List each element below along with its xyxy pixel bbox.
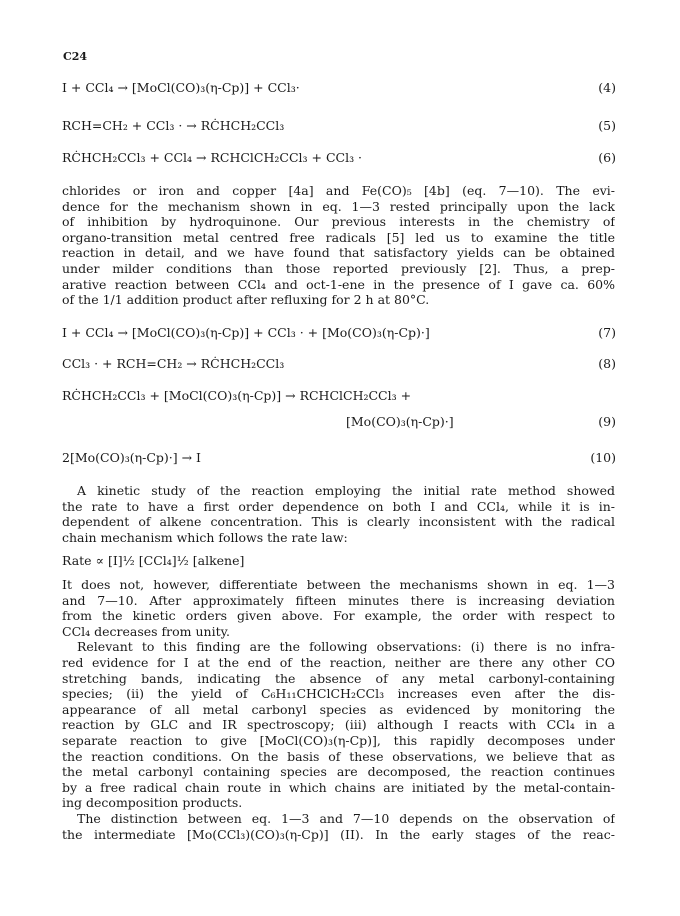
equation-9 [62, 388, 616, 404]
text-line: of the 1/1 addition product after refluxing for 2 h at 80°C. [62, 292, 430, 308]
text-line: reaction by GLC and IR spectroscopy; (iii) although I reacts with CCl₄ in a [62, 717, 615, 733]
text-line: CCl₄ decreases from unity. [62, 623, 230, 639]
text-line: the rate to have a first order dependence on both I and CCl₄, while it is in- [62, 498, 615, 514]
text-line: and 7—10. After approximately fifteen minutes there is increasing deviation [62, 592, 615, 608]
equation-5 [62, 118, 616, 134]
equation-number: (10) [590, 450, 616, 465]
text-line: appearance of all metal carbonyl species as evidenced by monitoring the [62, 701, 615, 717]
equation-8 [62, 356, 616, 372]
equation-9-continuation [346, 414, 616, 430]
text-line: the metal carbonyl containing species are decomposed, the reaction continues [62, 764, 615, 780]
text-line: from the kinetic orders given above. For example, the order with respect to [62, 608, 615, 624]
text-line: stretching bands, indicating the absence of any metal carbonyl-containing [62, 670, 615, 686]
text-line: red evidence for I at the end of the reaction, neither are there any other CO [62, 654, 615, 670]
text-line: dence for the mechanism shown in eq. 1—3 rested principally upon the lack [62, 198, 615, 214]
paragraph-3 [62, 577, 615, 842]
paragraph-1 [62, 183, 615, 308]
text-line: organo-transition metal centred free radicals [5] led us to examine the title [62, 229, 615, 245]
equation-text: I + CCl₄ → [MoCl(CO)₃(η-Cp)] + CCl₃ · + [Mo(CO)₃(η-Cp)·] [62, 325, 430, 340]
equation-7 [62, 325, 616, 341]
text-line: A kinetic study of the reaction employing the initial rate method showed [77, 483, 615, 498]
equation-text: RCH=CH₂ + CCl₃ · → RĊHCH₂CCl₃ [62, 118, 285, 133]
equation-number: (9) [598, 414, 616, 429]
text-line: by a free radical chain route in which chains are initiated by the metal-contain- [62, 779, 615, 795]
text-line: It does not, however, differentiate between the mechanisms shown in eq. 1—3 [62, 577, 615, 592]
equation-number: (4) [598, 80, 616, 95]
text-line: chlorides or iron and copper [4a] and Fe(CO)₅ [4b] (eq. 7—10). The evi- [62, 183, 615, 198]
equation-text: CCl₃ · + RCH=CH₂ → RĊHCH₂CCl₃ [62, 356, 285, 371]
paragraph-2 [62, 483, 615, 545]
text-line: under milder conditions than those reported previously [2]. Thus, a prep- [62, 260, 615, 276]
equation-text: 2[Mo(CO)₃(η-Cp)·] → I [62, 450, 201, 465]
text-line: the intermediate [Mo(CCl₃)(CO)₃(η-Cp)] (II). In the early stages of the reac- [62, 826, 615, 842]
equation-text: RĊHCH₂CCl₃ + [MoCl(CO)₃(η-Cp)] → RCHClCH₂CCl₃ + [62, 388, 412, 403]
text-line: The distinction between eq. 1—3 and 7—10 depends on the observation of [77, 810, 615, 826]
text-line: reaction in detail, and we have found that satisfactory yields can be obtained [62, 245, 615, 261]
text-line: ing decomposition products. [62, 795, 243, 811]
equation-text: RĊHCH₂CCl₃ + CCl₄ → RCHClCH₂CCl₃ + CCl₃ · [62, 150, 363, 165]
text-line: separate reaction to give [MoCl(CO)₃(η-Cp)], this rapidly decomposes under [62, 732, 615, 748]
equation-number: (8) [598, 356, 616, 371]
equation-text: I + CCl₄ → [MoCl(CO)₃(η-Cp)] + CCl₃· [62, 80, 300, 95]
equation-number: (5) [598, 118, 616, 133]
equation-6 [62, 150, 616, 166]
text-line: arative reaction between CCl₄ and oct-1-ene in the presence of I gave ca. 60% [62, 276, 615, 292]
equation-number: (6) [598, 150, 616, 165]
equation-4 [62, 80, 616, 96]
text-line: of inhibition by hydroquinone. Our previous interests in the chemistry of [62, 214, 615, 230]
text-line: species; (ii) the yield of C₆H₁₁CHClCH₂CCl₃ increases even after the dis- [62, 686, 615, 702]
equation-text: [Mo(CO)₃(η-Cp)·] [346, 414, 454, 429]
equation-10 [62, 450, 616, 466]
equation-number: (7) [598, 325, 616, 340]
page-number: C24 [63, 50, 88, 63]
rate-law: Rate ∝ [I]½ [CCl₄]½ [alkene] [62, 553, 245, 568]
text-line: the reaction conditions. On the basis of these observations, we believe that as [62, 748, 615, 764]
text-line: Relevant to this finding are the following observations: (i) there is no infra- [77, 639, 615, 655]
text-line: chain mechanism which follows the rate law: [62, 529, 348, 545]
text-line: dependent of alkene concentration. This is clearly inconsistent with the radical [62, 514, 615, 530]
